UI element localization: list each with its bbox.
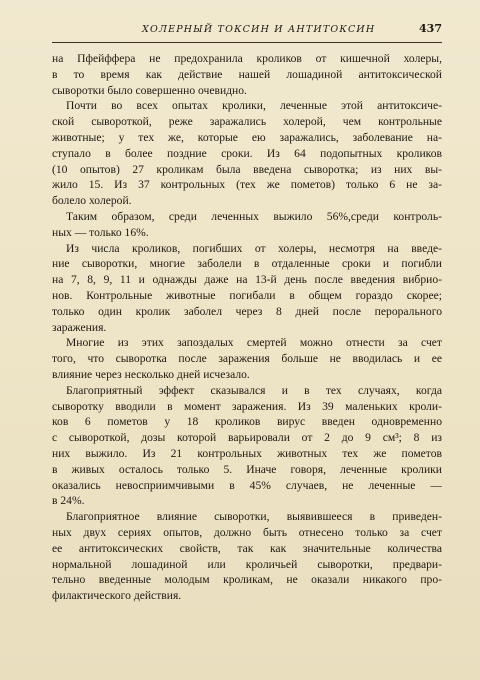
text-line: филактического действия. <box>52 589 182 603</box>
text-line: Таким образом, среди леченных выжило 56%,среди контроль- <box>66 209 442 223</box>
paragraph <box>52 51 442 98</box>
text-line: жило 15. Из 37 контрольных (тех же пометов) только 6 не за- <box>52 178 442 192</box>
text-line: влияние через несколько дней исчезало. <box>52 367 250 381</box>
page-number: 437 <box>419 22 442 35</box>
text-line: ее антитоксических свойств, так как значительные количества <box>52 541 442 555</box>
text-line: Из числа кроликов, погибших от холеры, несмотря на введе- <box>66 241 442 255</box>
text-line: ков 6 пометов у 18 кроликов вирус введен одновременно <box>52 415 442 429</box>
text-line: ных — только 16%. <box>52 225 149 239</box>
body-text <box>52 51 442 604</box>
text-line: ской сывороткой, реже заражались холерой, чем контрольные <box>52 115 442 129</box>
running-title: ХОЛЕРНЫЙ ТОКСИН И АНТИТОКСИН <box>142 24 376 35</box>
text-line: ных двух сериях опытов, должно быть отнесено только за счет <box>52 525 442 539</box>
paragraph <box>52 383 442 509</box>
paragraph <box>52 98 442 209</box>
text-line: (10 опытов) 27 кроликам была введена сыворотка; из них вы- <box>52 162 442 176</box>
text-line: в 24%. <box>52 494 85 508</box>
text-line: оказались невосприимчивыми в 45% случаев, не леченные — <box>52 478 442 492</box>
text-line: сыворотки было совершенно очевидно. <box>52 83 247 97</box>
text-line: болело холерой. <box>52 194 132 208</box>
text-line: Благоприятное влияние сыворотки, выявившееся в приведен- <box>66 510 442 524</box>
paragraph <box>52 335 442 382</box>
text-line: животные; у тех же, которые ею заражались, заболевание на- <box>52 130 442 144</box>
text-line: только один кролик заболел через 8 дней после перорального <box>52 304 442 318</box>
text-line: заражения. <box>52 320 107 334</box>
text-line: Благоприятный эффект сказывался и в тех случаях, когда <box>66 383 442 397</box>
paragraph <box>52 209 442 241</box>
text-line: Почти во всех опытах кролики, леченные этой антитоксиче- <box>66 99 442 113</box>
text-line: ние сыворотки, многие заболели в отдаленные сроки и погибли <box>52 257 442 271</box>
text-line: нов. Контрольные животные погибали в общем гораздо скорее; <box>52 288 442 302</box>
text-line: ступало в более поздние сроки. Из 64 подопытных кроликов <box>52 146 442 160</box>
text-line: того, что сыворотка после заражения больше не вводилась и ее <box>52 352 442 366</box>
text-line: на Пфейффера не предохранила кроликов от кишечной холеры, <box>52 52 442 65</box>
text-line: сыворотку вводили в момент заражения. Из 39 маленьких кроли- <box>52 399 442 413</box>
text-line: в живых осталось только 5. Иначе говоря, леченные кролики <box>52 462 442 476</box>
text-line: них выжило. Из 21 контрольных животных тех же пометов <box>52 446 442 460</box>
text-line: с сывороткой, дозы которой варьировали от 2 до 9 см³; 8 из <box>52 431 442 445</box>
text-line: нормальной лошадиной или кроличьей сыворотки, предвари- <box>52 557 442 571</box>
text-line: в то время как действие нашей лошадиной антитоксической <box>52 67 442 81</box>
text-line: на 7, 8, 9, 11 и однажды даже на 13-й день после введения вибрио- <box>52 273 442 287</box>
text-line: Многие из этих запоздалых смертей можно отнести за счет <box>66 336 442 350</box>
paragraph <box>52 509 442 604</box>
page-header <box>52 22 442 43</box>
paragraph <box>52 241 442 336</box>
text-line: тельно введенные молодым кроликам, не оказали никакого про- <box>52 573 442 587</box>
